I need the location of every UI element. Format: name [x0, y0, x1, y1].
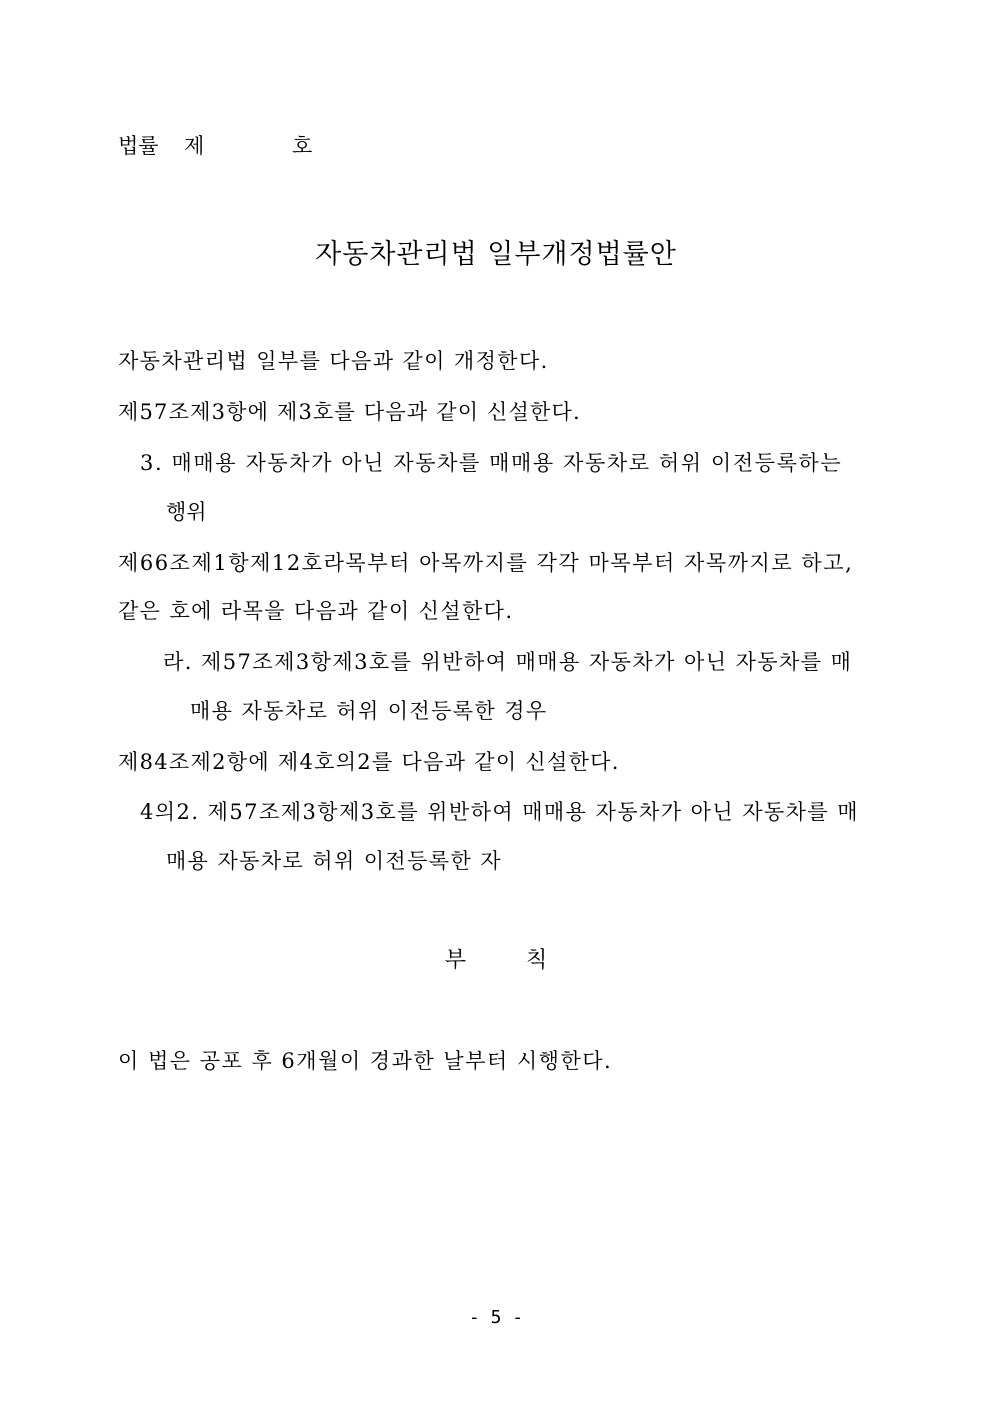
law-number-suffix: 호	[292, 134, 313, 158]
law-number	[118, 132, 312, 160]
article-57-item-line-2: 행위	[166, 500, 207, 524]
law-number-prefix: 제	[184, 134, 205, 158]
law-number-label: 법률	[118, 134, 159, 158]
article-66-item-line-2: 매용 자동차로 허위 이전등록한 경우	[190, 699, 548, 723]
page-number: - 5 -	[468, 1307, 524, 1328]
intro-paragraph: 자동차관리법 일부를 다음과 같이 개정한다.	[118, 349, 549, 373]
addenda-heading: 부칙	[444, 948, 608, 973]
article-66-amendment-line-2: 같은 호에 라목을 다음과 같이 신설한다.	[118, 599, 514, 623]
article-84-item-line-1: 4의2. 제57조제3항제3호를 위반하여 매매용 자동차가 아닌 자동차를 매	[140, 800, 860, 824]
article-57-item-line-1: 3. 매매용 자동차가 아닌 자동차를 매매용 자동차로 허위 이전등록하는	[140, 451, 843, 475]
article-84-amendment: 제84조제2항에 제4호의2를 다음과 같이 신설한다.	[118, 750, 620, 774]
article-66-amendment-line-1: 제66조제1항제12호라목부터 아목까지를 각각 마목부터 자목까지로 하고,	[118, 551, 854, 575]
article-66-item-line-1: 라. 제57조제3항제3호를 위반하여 매매용 자동차가 아닌 자동차를 매	[163, 650, 853, 674]
article-57-amendment: 제57조제3항에 제3호를 다음과 같이 신설한다.	[118, 400, 581, 424]
article-84-item-line-2: 매용 자동차로 허위 이전등록한 자	[166, 849, 502, 873]
addenda-text: 이 법은 공포 후 6개월이 경과한 날부터 시행한다.	[118, 1049, 613, 1073]
bill-title: 자동차관리법 일부개정법률안	[315, 239, 677, 270]
